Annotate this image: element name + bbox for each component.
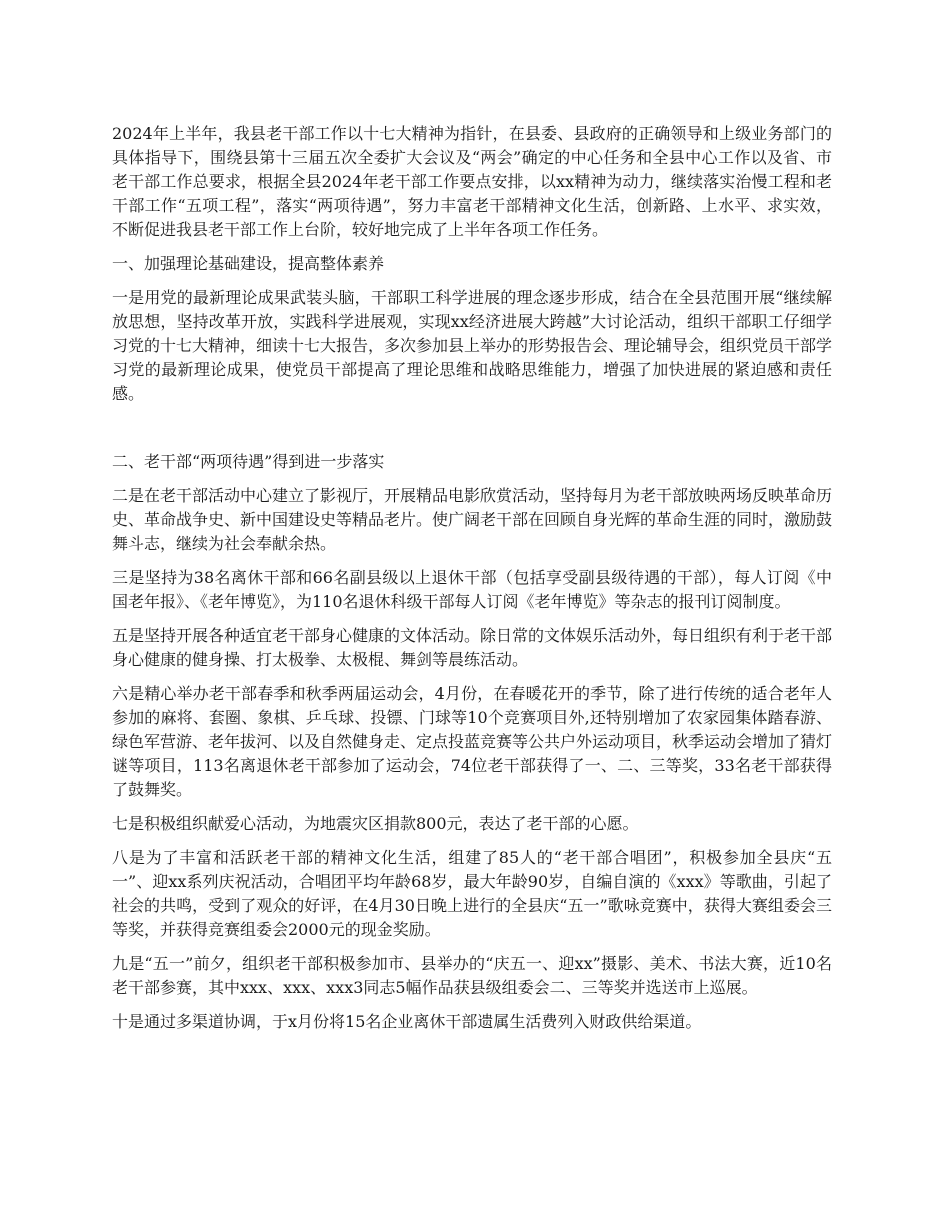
paragraph: 六是精心举办老干部春季和秋季两届运动会，4月份，在春暖花开的季节，除了进行传统的适合老年人参加的麻将、套圈、象棋、乒乓球、投镖、门球等10个竞赛项目外,还特别增加了农家园集体踏春游、绿色军营游、老年拔河、以及自然健身走、定点投蓝竞赛等公共户外运动项目，秋季运动会增加了猜灯谜等项目，113名离退休老干部参加了运动会，74位老干部获得了一、二、三等奖，33名老干部获得了鼓舞奖。 [112, 684, 833, 799]
paragraph: 九是“五一”前夕，组织老干部积极参加市、县举办的“庆五一、迎xx”摄影、美术、书法大赛，近10名老干部参赛，其中xxx、xxx、xxx3同志5幅作品获县级组委会二、三等奖并选送市上巡展。 [112, 954, 832, 997]
section-heading-2: 二、老干部“两项待遇”得到进一步落实 [112, 452, 385, 471]
intro-paragraph: 2024年上半年，我县老干部工作以十七大精神为指针，在县委、县政府的正确领导和上级业务部门的具体指导下，围绕县第十三届五次全委扩大会议及“两会”确定的中心任务和全县中心工作以及省、市老干部工作总要求，根据全县2024年老干部工作要点安排，以xx精神为动力，继续落实治慢工程和老干部工作“五项工程”，落实“两项待遇”，努力丰富老干部精神文化生活，创新路、上水平、求实效，不断促进我县老干部工作上台阶，较好地完成了上半年各项工作任务。 [112, 124, 832, 239]
document-body [112, 122, 832, 1044]
paragraph: 三是坚持为38名离休干部和66名副县级以上退休干部（包括享受副县级待遇的干部），每人订阅《中国老年报》、《老年博览》，为110名退休科级干部每人订阅《老年博览》等杂志的报刊订阅制度。 [112, 568, 832, 611]
paragraph: 五是坚持开展各种适宜老干部身心健康的文体活动。除日常的文体娱乐活动外，每日组织有利于老干部身心健康的健身操、打太极拳、太极棍、舞剑等晨练活动。 [112, 626, 833, 669]
paragraph: 二是在老干部活动中心建立了影视厅，开展精品电影欣赏活动，坚持每月为老干部放映两场反映革命历史、革命战争史、新中国建设史等精品老片。使广阔老干部在回顾自身光辉的革命生涯的同时，激励鼓舞斗志，继续为社会奉献余热。 [112, 486, 833, 553]
blank-gap [112, 416, 832, 450]
paragraph: 七是积极组织献爱心活动，为地震灾区捐款800元，表达了老干部的心愿。 [112, 814, 639, 833]
paragraph: 一是用党的最新理论成果武装头脑，干部职工科学进展的理念逐步形成，结合在全县范围开展“继续解放思想，坚持改革开放，实践科学进展观，实现xx经济进展大跨越”大讨论活动，组织干部职工仔细学习党的十七大精神，细读十七大报告，多次参加县上举办的形势报告会、理论辅导会，组织党员干部学习党的最新理论成果，使党员干部提高了理论思维和战略思维能力，增强了加快进展的紧迫感和责任感。 [112, 288, 833, 403]
paragraph: 八是为了丰富和活跃老干部的精神文化生活，组建了85人的“老干部合唱团”，积极参加全县庆“五一”、迎xx系列庆祝活动，合唱团平均年龄68岁，最大年龄90岁，自编自演的《xxx》等歌曲，引起了社会的共鸣，受到了观众的好评，在4月30日晚上进行的全县庆“五一”歌咏竞赛中，获得大赛组委会三等奖，并获得竞赛组委会2000元的现金奖励。 [112, 848, 832, 939]
paragraph: 十是通过多渠道协调，于x月份将15名企业离休干部遗属生活费列入财政供给渠道。 [112, 1012, 702, 1031]
section-heading-1: 一、加强理论基础建设，提高整体素养 [112, 254, 385, 273]
